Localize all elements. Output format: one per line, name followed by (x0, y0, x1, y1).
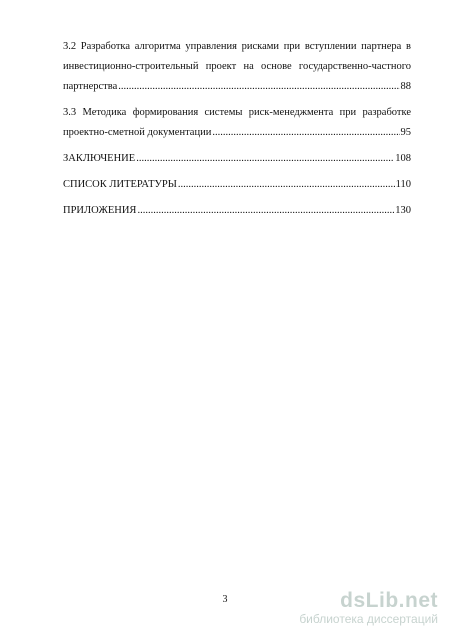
toc-entry-leader-line (63, 77, 411, 97)
toc-entry-text-line: 3.2 Разработка алгоритма управления рисками при вступлении партнера в (63, 41, 411, 52)
toc-page-number: 110 (395, 179, 411, 190)
toc-page-number: 95 (400, 127, 411, 138)
toc-entry-text-line: 3.3 Методика формирования системы риск-менеджмента при разработке (63, 107, 411, 118)
toc-page-number: 108 (395, 153, 411, 164)
dot-leader (178, 175, 395, 195)
toc-entry-text-line: инвестиционно-строительный проект на основе государственно-частного (63, 61, 411, 72)
toc-entry-conclusion[interactable] (63, 149, 411, 169)
toc-entry-3-3[interactable] (63, 103, 411, 143)
table-of-contents (63, 37, 411, 227)
toc-entry-leader-line (63, 123, 411, 143)
toc-entry-appendices[interactable] (63, 201, 411, 221)
watermark-subtitle: библиотека диссертаций (299, 612, 438, 626)
watermark-logo (299, 590, 438, 626)
dot-leader (212, 123, 399, 143)
page-number: 3 (222, 594, 228, 605)
toc-entry-leader-line (63, 201, 411, 221)
toc-entry-references[interactable] (63, 175, 411, 195)
toc-entry-text: ПРИЛОЖЕНИЯ (63, 205, 137, 216)
toc-entry-text: проектно-сметной документации (63, 127, 212, 138)
toc-entry-text: ЗАКЛЮЧЕНИЕ (63, 153, 136, 164)
toc-page-number: 88 (400, 81, 411, 92)
dot-leader (136, 149, 394, 169)
watermark-brand: dsLib.net (340, 589, 438, 612)
toc-entry-leader-line (63, 149, 411, 169)
dot-leader (137, 201, 394, 221)
toc-entry-text: СПИСОК ЛИТЕРАТУРЫ (63, 179, 177, 190)
toc-entry-3-2[interactable] (63, 37, 411, 97)
dot-leader (118, 77, 399, 97)
toc-entry-text: партнерства (63, 81, 118, 92)
toc-page-number: 130 (395, 205, 411, 216)
toc-entry-leader-line (63, 175, 411, 195)
